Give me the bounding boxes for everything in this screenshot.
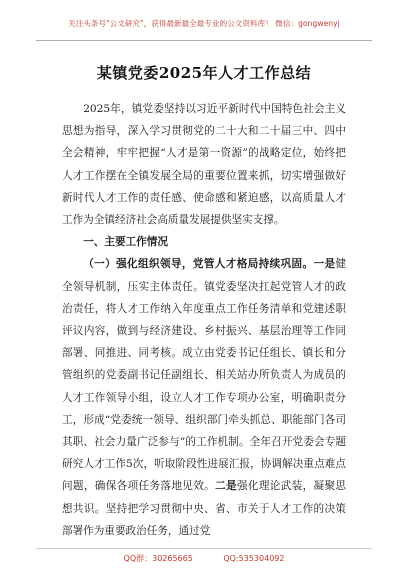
header-bar (0, 0, 408, 48)
subsection-text-1: 健全领导机制，压实主体责任。镇党委坚决扛起党管人才的政治责任，将人才工作纳入年度重点工作任务清单和党建述职评议内容，做到与经济建设、乡村振兴、基层治理等工作同部署、同推进、同考核。成立由党委书记任组长、镇长和分管组织的党委副书记任副组长、相关站办所负责人为成员的人才工作领导小组，设立人才工作专项办公室，明确职责分工，形成“党委统一领导、组织部门牵头抓总、职能部门各司其职、社会力量广泛参与”的工作机制。全年召开党委会专题研究人才工作5次，听取阶段性进展汇报，协调解决重点难点问题，确保各项任务落地见效。 (62, 258, 347, 493)
document-body (62, 98, 346, 542)
subsection-lead: （一）强化组织领导，党管人才格局持续巩固。 (83, 258, 314, 271)
footer-qq-group: QQ群：30265665 (123, 554, 193, 563)
footer-divider (36, 548, 372, 549)
subsection-paragraph (62, 253, 346, 542)
header-divider (36, 40, 372, 41)
intro-paragraph: 2025年，镇党委坚持以习近平新时代中国特色社会主义思想为指导，深入学习贯彻党的二十大和二十届三中、四中全会精神，牢牢把握“人才是第一资源”的战略定位，始终把人才工作摆在全镇发展全局的重要位置来抓，切实增强做好新时代人才工作的责任感、使命感和紧迫感，以高质量人才工作为全镇经济社会高质量发展提供坚实支撑。 (62, 103, 346, 227)
keyword-first: 一是 (313, 258, 336, 271)
keyword-second: 二是 (215, 480, 237, 493)
subsection-text-2: 强化理论武装，凝聚思想共识。坚持把学习贯彻中央、省、市关于人才工作的决策部署作为重要政治任务，通过党 (62, 480, 347, 537)
section-heading: 一、主要工作情况 (83, 236, 168, 249)
footer-qq-contact: QQ:535304092 (223, 554, 285, 563)
header-promo-text: 关注头条号"公文研究"，获得最新最全最专业的公文资料库！ 微信：gongwenyj (68, 19, 340, 28)
document-title: 某镇党委2025年人才工作总结 (96, 64, 312, 82)
footer (0, 553, 408, 564)
